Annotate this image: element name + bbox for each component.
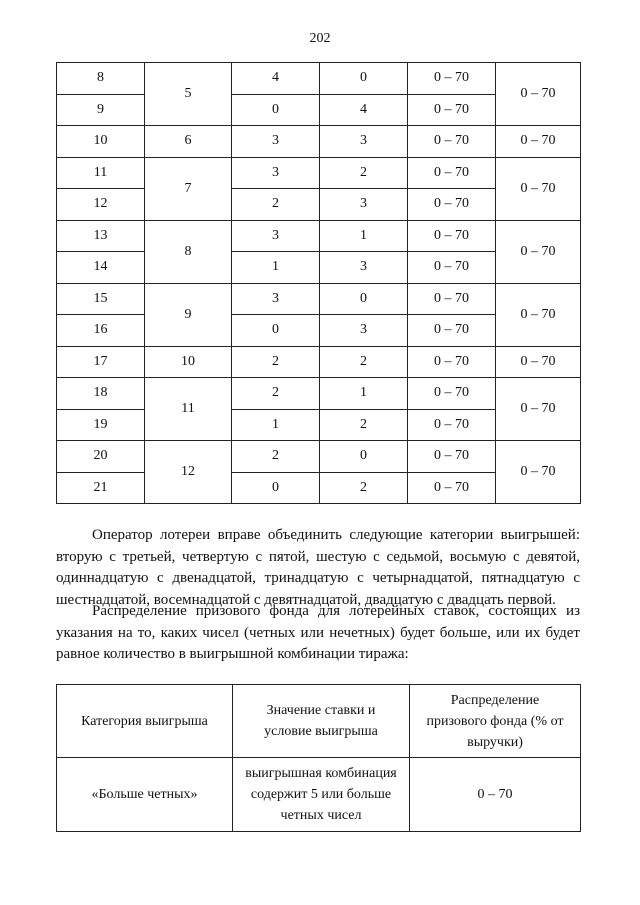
cell-value-a: 0: [232, 472, 320, 504]
cell-condition: выигрышная комбинация содержит 5 или больше четных чисел: [233, 758, 410, 832]
cell-value-a: 2: [232, 189, 320, 221]
cell-category: 6: [145, 126, 232, 158]
cell-value-b: 1: [320, 220, 408, 252]
cell-fund: 0 – 70: [496, 157, 581, 220]
cell-value-b: 2: [320, 472, 408, 504]
header-category: Категория выигрыша: [57, 685, 233, 758]
cell-value-b: 3: [320, 189, 408, 221]
cell-range: 0 – 70: [408, 315, 496, 347]
cell-number: 10: [57, 126, 145, 158]
table-header-row: [57, 685, 581, 758]
cell-number: 15: [57, 283, 145, 315]
cell-range: 0 – 70: [408, 126, 496, 158]
cell-value-b: 3: [320, 126, 408, 158]
cell-fund: 0 – 70: [496, 346, 581, 378]
cell-value-b: 3: [320, 252, 408, 284]
cell-range: 0 – 70: [408, 220, 496, 252]
cell-fund: 0 – 70: [496, 220, 581, 283]
cell-number: 8: [57, 63, 145, 95]
cell-fund: 0 – 70: [496, 378, 581, 441]
cell-value-b: 0: [320, 283, 408, 315]
cell-value-b: 3: [320, 315, 408, 347]
cell-category: 7: [145, 157, 232, 220]
cell-value-b: 2: [320, 157, 408, 189]
table-row: [57, 220, 581, 252]
cell-fund: 0 – 70: [496, 441, 581, 504]
cell-value-a: 4: [232, 63, 320, 95]
table-row: [57, 63, 581, 95]
cell-range: 0 – 70: [408, 252, 496, 284]
cell-range: 0 – 70: [408, 472, 496, 504]
cell-fund: 0 – 70: [496, 283, 581, 346]
table-row: [57, 346, 581, 378]
cell-value-a: 2: [232, 441, 320, 473]
cell-number: 13: [57, 220, 145, 252]
cell-value-b: 0: [320, 441, 408, 473]
paragraph-prize-distribution: Распределение призового фонда для лотерейных ставок, состоящих из указания на то, каких чисел (четных или нечетных) будет больше, или их будет равное количество в выигрышной комбинации тиража:: [56, 603, 580, 662]
table-row: [57, 758, 581, 832]
cell-category: 5: [145, 63, 232, 126]
cell-number: 11: [57, 157, 145, 189]
cell-value-a: 3: [232, 126, 320, 158]
page-number: 202: [309, 31, 331, 46]
cell-category: 12: [145, 441, 232, 504]
header-fund: Распределение призового фонда (% от выручки): [410, 685, 581, 758]
cell-number: 12: [57, 189, 145, 221]
cell-range: 0 – 70: [408, 409, 496, 441]
cell-value-b: 2: [320, 409, 408, 441]
even-odd-prize-table: [56, 684, 581, 832]
table-row: [57, 378, 581, 410]
cell-number: 20: [57, 441, 145, 473]
winning-categories-table: [56, 62, 581, 504]
cell-range: 0 – 70: [408, 94, 496, 126]
cell-fund: 0 – 70: [410, 758, 581, 832]
cell-range: 0 – 70: [408, 63, 496, 95]
cell-range: 0 – 70: [408, 378, 496, 410]
cell-number: 17: [57, 346, 145, 378]
table-row: [57, 441, 581, 473]
cell-number: 14: [57, 252, 145, 284]
table-row: [57, 126, 581, 158]
cell-category: 11: [145, 378, 232, 441]
cell-fund: 0 – 70: [496, 63, 581, 126]
cell-value-a: 3: [232, 157, 320, 189]
cell-category: 9: [145, 283, 232, 346]
cell-category: 8: [145, 220, 232, 283]
cell-number: 9: [57, 94, 145, 126]
cell-value-b: 1: [320, 378, 408, 410]
header-condition: Значение ставки и условие выигрыша: [233, 685, 410, 758]
cell-category: 10: [145, 346, 232, 378]
cell-range: 0 – 70: [408, 157, 496, 189]
cell-number: 21: [57, 472, 145, 504]
cell-value-b: 0: [320, 63, 408, 95]
cell-value-a: 2: [232, 346, 320, 378]
cell-range: 0 – 70: [408, 346, 496, 378]
cell-value-b: 2: [320, 346, 408, 378]
cell-value-a: 3: [232, 220, 320, 252]
cell-value-a: 1: [232, 409, 320, 441]
cell-value-b: 4: [320, 94, 408, 126]
cell-fund: 0 – 70: [496, 126, 581, 158]
cell-category: «Больше четных»: [57, 758, 233, 832]
cell-range: 0 – 70: [408, 283, 496, 315]
cell-number: 18: [57, 378, 145, 410]
cell-number: 19: [57, 409, 145, 441]
cell-range: 0 – 70: [408, 189, 496, 221]
paragraph-combine-categories: Оператор лотереи вправе объединить следующие категории выигрышей: вторую с третьей, четвертую с пятой, шестую с седьмой, восьмую с девятой, одиннадцатую с двенадцатой, тринадцатую с четырнадцатой, пятнадцатую с шестнадцатой, восемнадцатой с девятнадцатой, двадцатую с двадцать первой.: [56, 527, 580, 608]
table-row: [57, 157, 581, 189]
cell-value-a: 3: [232, 283, 320, 315]
cell-value-a: 2: [232, 378, 320, 410]
table-row: [57, 283, 581, 315]
cell-range: 0 – 70: [408, 441, 496, 473]
cell-number: 16: [57, 315, 145, 347]
cell-value-a: 0: [232, 94, 320, 126]
cell-value-a: 1: [232, 252, 320, 284]
cell-value-a: 0: [232, 315, 320, 347]
